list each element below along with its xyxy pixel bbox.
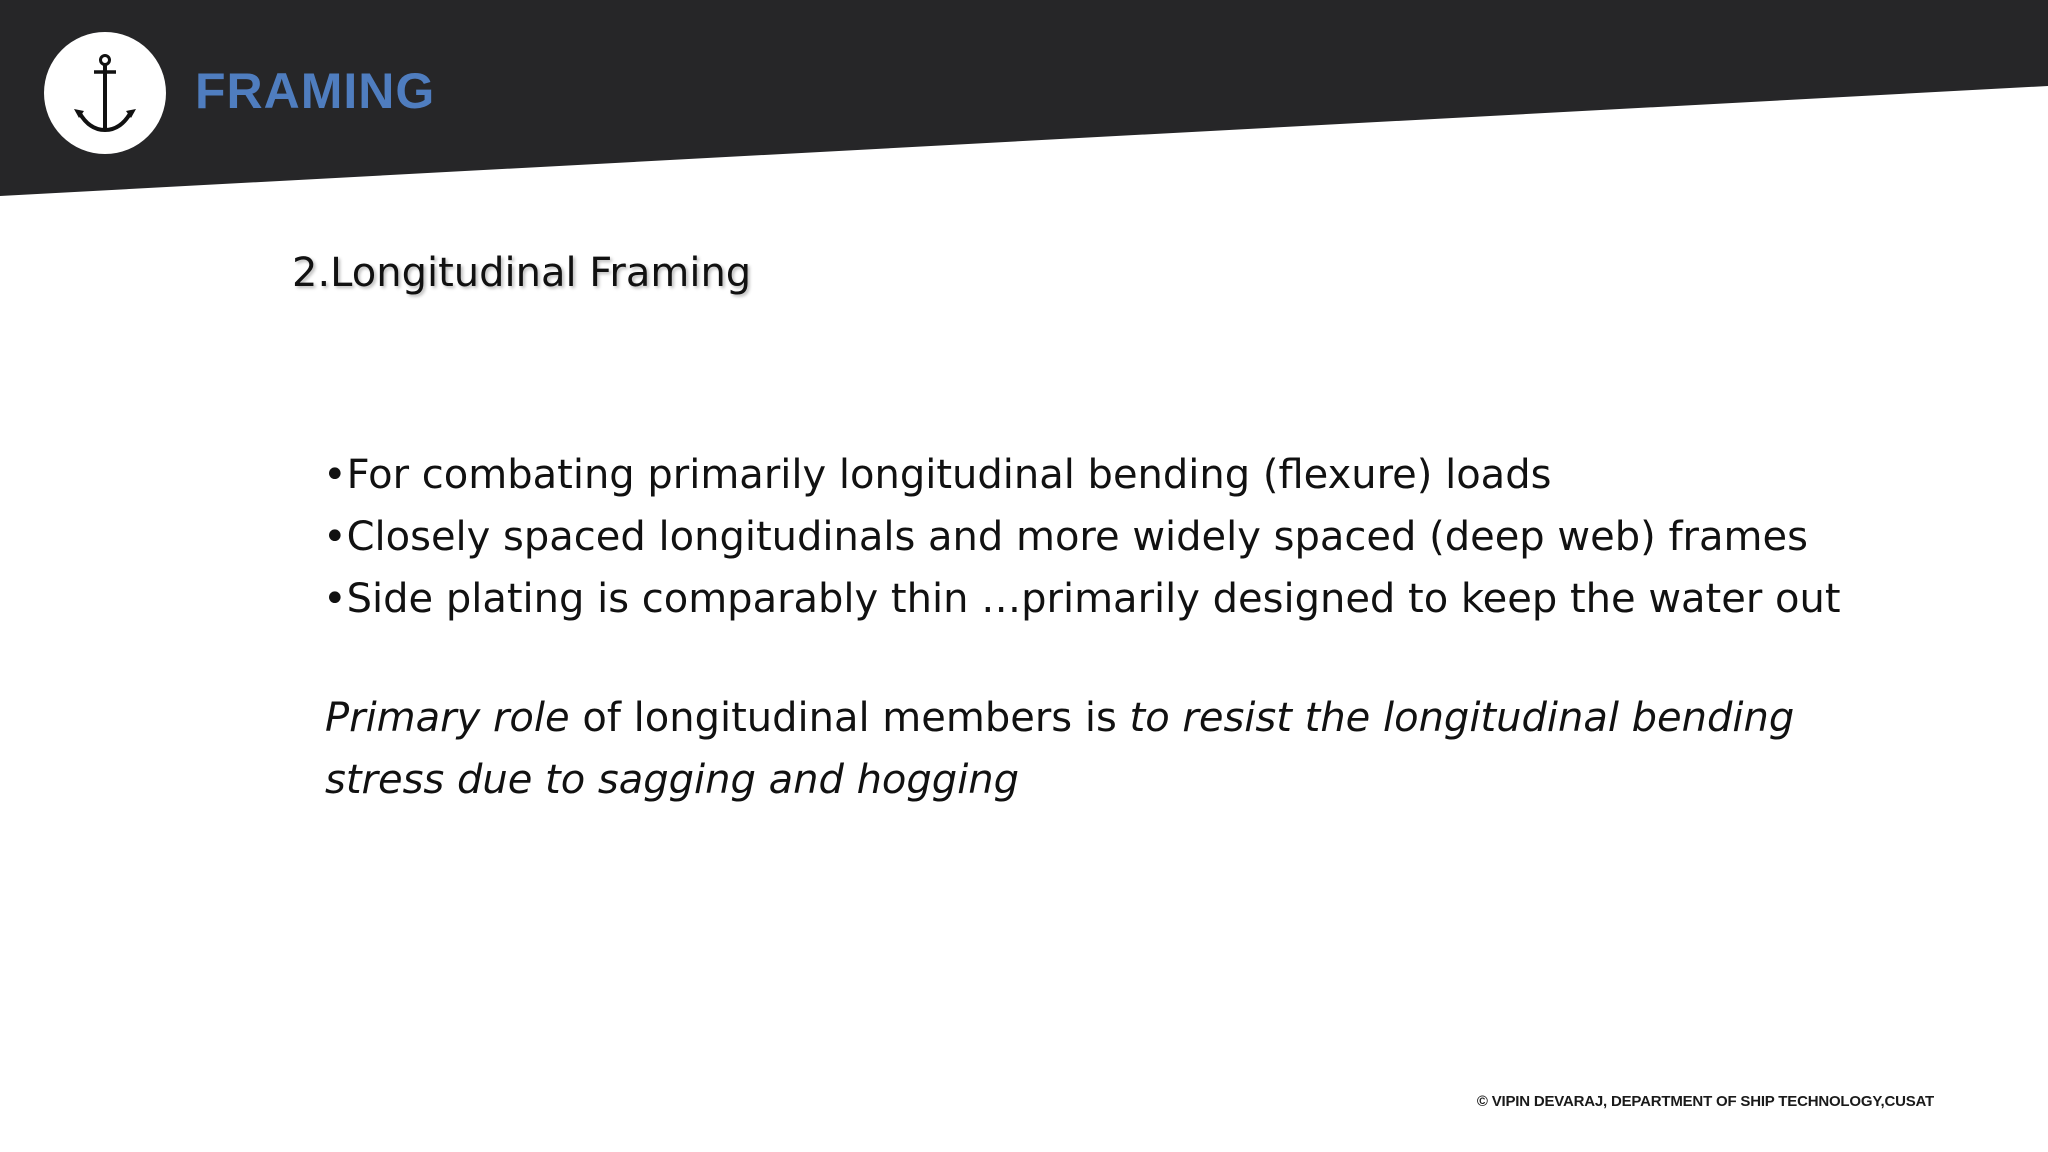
role-emphasis: stress due to sagging and hogging <box>325 757 1020 803</box>
header-title: FRAMING <box>195 63 436 119</box>
bullet-item: •Closely spaced longitudinals and more widely spaced (deep web) frames <box>323 514 1808 560</box>
footer-credit: © VIPIN DEVARAJ, DEPARTMENT OF SHIP TECHNOLOGY,CUSAT <box>1476 1093 1934 1110</box>
bullet-list <box>323 444 1963 630</box>
primary-role-paragraph <box>325 687 1965 811</box>
bullet-item: •For combating primarily longitudinal bending (flexure) loads <box>323 452 1552 498</box>
role-text: of longitudinal members is <box>569 695 1130 741</box>
bullet-item: •Side plating is comparably thin …primarily designed to keep the water out <box>323 576 1841 622</box>
section-title: 2.Longitudinal Framing <box>292 250 752 296</box>
anchor-icon <box>44 32 166 154</box>
role-line-1 <box>325 687 1965 749</box>
logo <box>44 32 166 154</box>
role-emphasis: to resist the longitudinal bending <box>1129 695 1795 741</box>
role-emphasis: Primary role <box>325 695 570 741</box>
role-line-2 <box>325 749 1965 811</box>
